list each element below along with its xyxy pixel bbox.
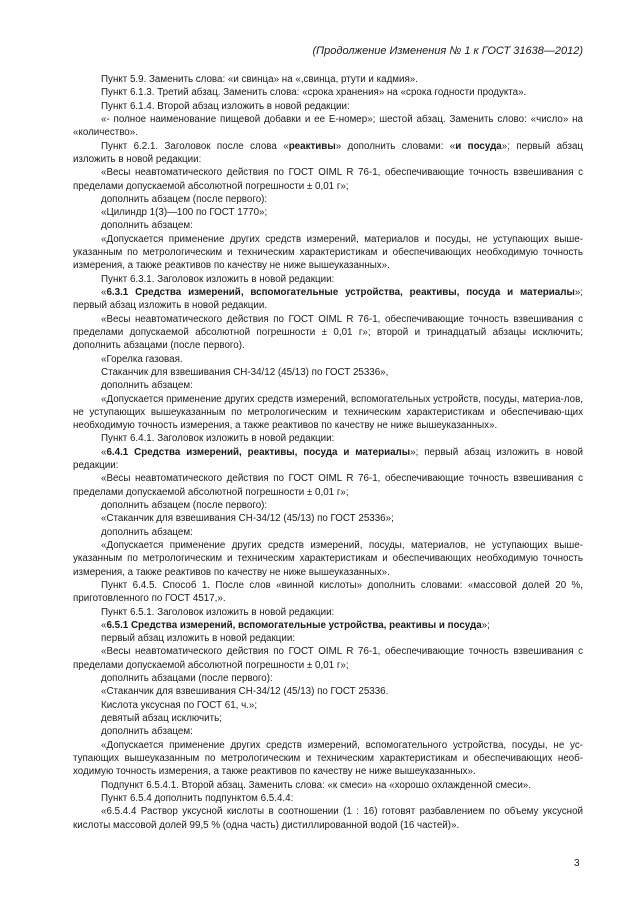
paragraph <box>73 313 583 353</box>
text-run: дополнить абзацем: <box>101 220 193 232</box>
paragraph <box>73 113 583 140</box>
paragraph <box>73 233 583 273</box>
text-run: «Допускается применение других средств измерений, вспомогательного устройства, посуды, не ус-тупающих вышеуказанным по метрологическим и техническим характеристикам и обеспечивающих необ-ходимую точность измерения, а также реактивов по качеству не ниже вышеуказанных». <box>73 739 583 778</box>
bold-text: и посуда <box>455 140 502 152</box>
bold-text: 6.4.1 Средства измерений, реактивы, посуда и материалы <box>106 446 411 458</box>
text-run: Подпункт 6.5.4.1. Второй абзац. Заменить слова: «к смеси» на «хорошо охлажденной смеси». <box>101 779 531 791</box>
paragraph <box>73 779 583 792</box>
text-run: дополнить абзацем (после первого): <box>101 193 268 205</box>
text-run: первый абзац изложить в новой редакции: <box>101 633 296 645</box>
paragraph <box>73 499 583 512</box>
text-run: Пункт 6.4.5. Способ 1. После слов «винной кислоты» дополнить словами: «массовой долей 20 %, приготовленного по ГОСТ 4517,». <box>73 579 583 605</box>
paragraph <box>73 579 583 606</box>
paragraph <box>73 206 583 219</box>
paragraph <box>73 512 583 525</box>
text-run: дополнить абзацем (после первого): <box>101 500 268 511</box>
text-run: «Весы неавтоматического действия по ГОСТ OIML R 76-1, обеспечивающие точность взвешивания с пределами допускаемой абсолютной погрешности ± 0,01 г»; <box>73 473 583 498</box>
paragraph <box>73 712 583 725</box>
paragraph <box>73 86 583 99</box>
paragraph <box>73 432 583 445</box>
paragraph <box>73 632 583 645</box>
text-run: «Допускается применение других средств измерений, вспомогательных устройств, посуды, материа-лов, не уступающих вышеуказанным по метрологическим и техническим характеристикам и обеспечиваю-щих необходимую точность измерения, а также реактивов по качеству не ниже вышеуказанных». <box>73 393 583 432</box>
paragraph <box>73 526 583 539</box>
paragraph <box>73 379 583 392</box>
document-body <box>73 73 583 832</box>
text-run: Стаканчик для взвешивания СН-34/12 (45/13) по ГОСТ 25336», <box>101 366 389 378</box>
text-run: Пункт 6.4.1. Заголовок изложить в новой редакции: <box>101 433 335 445</box>
text-run: » дополнить словами: « <box>335 140 456 152</box>
text-run: Пункт 6.5.1. Заголовок изложить в новой редакции: <box>101 606 335 618</box>
paragraph <box>73 193 583 206</box>
running-header: (Продолжение Изменения № 1 к ГОСТ 31638—2012) <box>312 45 583 57</box>
text-run: «- полное наименование пищевой добавки и ее Е-номер»; шестой абзац. Заменить слово: «число» на «количество». <box>73 113 583 139</box>
paragraph <box>73 685 583 698</box>
text-run: девятый абзац исключить; <box>101 713 222 724</box>
text-run: »; первый абзац изложить в новой редакции. <box>73 287 583 312</box>
text-run: «Допускается применение других средств измерений, материалов и посуды, не уступающих выше-указанным по метрологическим и техническим характеристикам и обеспечивающих необходимую точность измерения, а также реактивов по качеству не ниже вышеуказанных». <box>73 233 583 272</box>
paragraph <box>73 619 583 632</box>
paragraph <box>73 100 583 113</box>
text-run: дополнить абзацами (после первого): <box>101 673 273 685</box>
text-run: «Горелка газовая. <box>101 353 183 365</box>
text-run: «Стаканчик для взвешивания СН-34/12 (45/13) по ГОСТ 25336. <box>101 686 389 698</box>
text-run: »; первый абзац изложить в новой редакции: <box>73 140 584 165</box>
paragraph <box>73 792 583 805</box>
text-run: Пункт 6.1.4. Второй абзац изложить в новой редакции: <box>101 100 350 112</box>
text-run: Пункт 6.3.1. Заголовок изложить в новой редакции: <box>101 273 335 285</box>
bold-text: реактивы <box>288 140 336 152</box>
text-run: «Стаканчик для взвешивания СН-34/12 (45/13) по ГОСТ 25336»; <box>101 513 394 525</box>
text-run: Пункт 6.2.1. Заголовок после слова « <box>101 140 289 152</box>
paragraph <box>73 606 583 619</box>
text-run: «Цилиндр 1(3)—100 по ГОСТ 1770»; <box>101 207 268 219</box>
paragraph <box>73 393 583 433</box>
paragraph <box>73 539 583 579</box>
text-run: « <box>101 287 107 298</box>
paragraph <box>73 699 583 712</box>
bold-text: 6.5.1 Средства измерений, вспомогательные устройства, реактивы и посуда <box>106 619 482 631</box>
page-number: 3 <box>574 858 580 869</box>
paragraph <box>73 725 583 738</box>
paragraph <box>73 219 583 232</box>
text-run: Пункт 6.1.3. Третий абзац. Заменить слова: «срока хранения» на «срока годности продукта». <box>101 87 527 99</box>
document-page <box>73 44 583 832</box>
text-run: «Весы неавтоматического действия по ГОСТ OIML R 76-1, обеспечивающие точность взвешивания с пределами допускаемой абсолютной погрешности ± 0,01 г»; <box>73 646 583 671</box>
paragraph <box>73 645 583 672</box>
text-run: «Весы неавтоматического действия по ГОСТ OIML R 76-1, обеспечивающие точность взвешивания с пределами допускаемой абсолютной погрешности ± 0,01 г»; <box>73 167 583 192</box>
text-run: « <box>101 446 107 458</box>
paragraph <box>73 739 583 779</box>
bold-text: 6.3.1 Средства измерений, вспомогательные устройства, реактивы, посуда и материалы <box>106 287 575 298</box>
text-run: «6.5.4.4 Раствор уксусной кислоты в соотношении (1 : 16) готовят разбавлением по объему уксусной кислоты массовой долей 99,5 % (одна часть) дистиллированной водой (16 частей)». <box>73 806 583 831</box>
text-run: »; <box>481 619 490 631</box>
paragraph <box>73 166 583 193</box>
text-run: «Допускается применение других средств измерений, посуды, материалов, не уступающих выше-указанным по метрологическим и техническим характеристикам и обеспечивающих необходимую точность измерения, а также реактивов по качеству не ниже вышеуказанных». <box>73 539 583 578</box>
text-run: Кислота уксусная по ГОСТ 61, ч.»; <box>101 699 258 711</box>
paragraph <box>73 672 583 685</box>
text-run: дополнить абзацем: <box>101 526 193 538</box>
paragraph <box>73 140 583 167</box>
paragraph <box>73 73 583 86</box>
paragraph <box>73 273 583 286</box>
text-run: дополнить абзацем: <box>101 726 193 738</box>
text-run: дополнить абзацем: <box>101 380 193 392</box>
text-run: « <box>101 619 107 631</box>
text-run: Пункт 5.9. Заменить слова: «и свинца» на «,свинца, ртути и кадмия». <box>101 74 418 85</box>
paragraph <box>73 366 583 379</box>
text-run: «Весы неавтоматического действия по ГОСТ OIML R 76-1, обеспечивающие точность взвешивания с пределами допускаемой абсолютной погрешности ± 0,01 г»; второй и тринадцатый абзацы исключить; дополнить абзацами (после первого). <box>73 313 583 352</box>
paragraph <box>73 805 583 832</box>
paragraph <box>73 472 583 499</box>
paragraph <box>73 446 583 473</box>
paragraph <box>73 286 583 313</box>
text-run: Пункт 6.5.4 дополнить подпунктом 6.5.4.4: <box>101 792 294 804</box>
text-run: »; первый абзац изложить в новой редакции: <box>73 446 583 472</box>
paragraph <box>73 353 583 366</box>
